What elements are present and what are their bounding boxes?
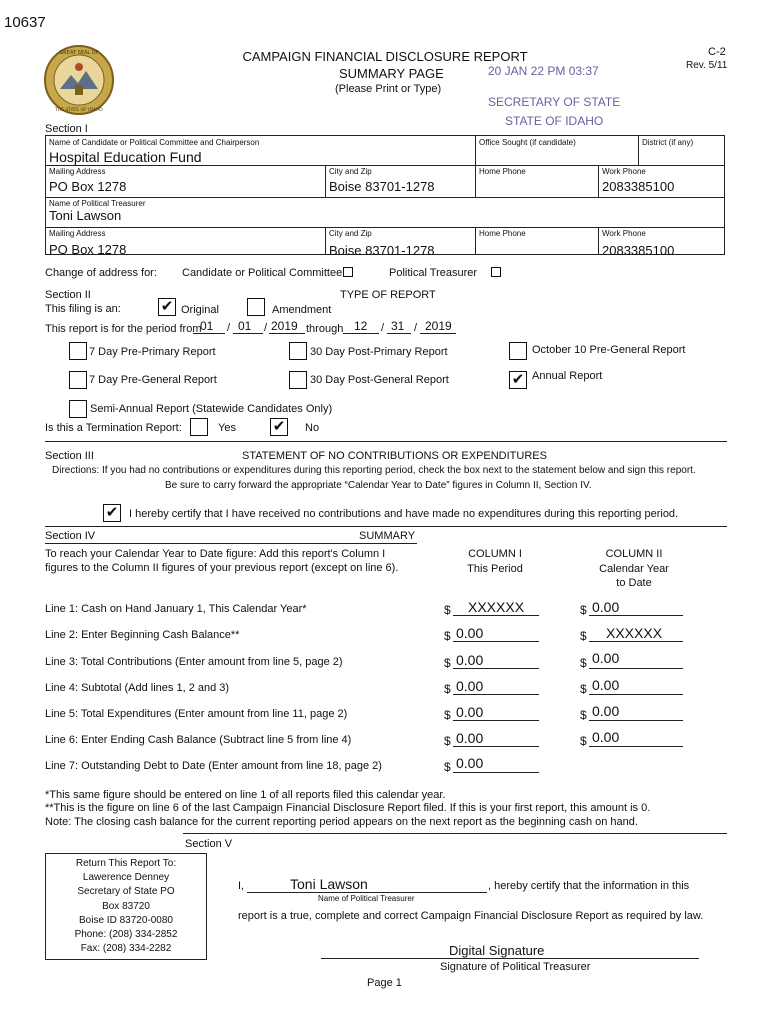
to-year-field[interactable]: 2019	[425, 319, 452, 333]
from-year-field[interactable]: 2019	[271, 319, 298, 333]
pre-general-7-label: 7 Day Pre-General Report	[89, 374, 217, 386]
treasurer-signer-name[interactable]: Toni Lawson	[290, 876, 368, 892]
currency-symbol: $	[580, 603, 587, 617]
currency-symbol: $	[444, 629, 451, 643]
certify-line-2: report is a true, complete and correct Campaign Financial Disclosure Report as required by law.	[238, 910, 704, 922]
amendment-checkbox[interactable]	[247, 298, 265, 316]
treasurer-city-label: City and Zip	[329, 229, 372, 238]
to-day-field[interactable]: 31	[391, 319, 405, 333]
directions-line-2: Be sure to carry forward the appropriate “Calendar Year to Date” figures in Column II, Section IV.	[165, 480, 592, 491]
summary-title: SUMMARY	[359, 530, 416, 542]
amendment-label: Amendment	[272, 304, 332, 316]
signer-name-caption: Name of Political Treasurer	[318, 894, 415, 903]
summary-line-5-label: Line 5: Total Expenditures (Enter amount from line 11, page 2)	[45, 708, 348, 720]
signature-caption: Signature of Political Treasurer	[440, 961, 591, 973]
digital-signature-field[interactable]: Digital Signature	[449, 943, 545, 958]
district-label: District (if any)	[642, 138, 694, 147]
treasurer-home-phone-label: Home Phone	[479, 229, 526, 238]
received-stamp-date: 20 JAN 22 PM 03:37	[488, 64, 599, 78]
termination-label: Is this a Termination Report:	[45, 422, 182, 434]
report-title: CAMPAIGN FINANCIAL DISCLOSURE REPORT	[242, 49, 528, 64]
annual-report-label: Annual Report	[532, 370, 603, 382]
certify-tail: , hereby certify that the information in this	[488, 880, 690, 892]
change-treasurer-label: Political Treasurer	[389, 267, 478, 279]
line-2-column-2[interactable]: XXXXXX	[606, 625, 663, 641]
state-seal-icon	[44, 45, 114, 115]
from-day-field[interactable]: 01	[238, 319, 252, 333]
summary-line-3-label: Line 3: Total Contributions (Enter amount from line 5, page 2)	[45, 656, 343, 668]
mailing-address-label: Mailing Address	[49, 167, 106, 176]
line-1-column-2[interactable]: 0.00	[592, 599, 620, 615]
no-activity-title: STATEMENT OF NO CONTRIBUTIONS OR EXPENDITURES	[242, 450, 547, 462]
line-5-column-1[interactable]: 0.00	[456, 704, 484, 720]
mailing-address-field[interactable]: PO Box 1278	[49, 179, 127, 194]
column-2-subtitle-1: Calendar Year	[599, 563, 669, 575]
line-5-column-2[interactable]: 0.00	[592, 703, 620, 719]
summary-intro-2: figures to the Column II figures of your previous report (except on line 6).	[45, 562, 399, 574]
no-activity-checkbox[interactable]	[103, 504, 121, 522]
currency-symbol: $	[444, 603, 451, 617]
received-stamp-office: SECRETARY OF STATE	[488, 95, 621, 109]
no-activity-statement: I hereby certify that I have received no contributions and have made no expenditures during this reporting period.	[129, 508, 679, 520]
currency-symbol: $	[444, 682, 451, 696]
column-2-subtitle-2: to Date	[616, 577, 652, 589]
footnote-1: *This same figure should be entered on line 1 of all reports filed this calendar year.	[45, 789, 446, 801]
summary-intro-1: To reach your Calendar Year to Date figure: Add this report's Column I	[45, 548, 386, 560]
line-3-column-1[interactable]: 0.00	[456, 652, 484, 668]
report-subtitle: SUMMARY PAGE	[339, 66, 444, 81]
filing-type-label: This filing is an:	[45, 303, 121, 315]
currency-symbol: $	[444, 656, 451, 670]
column-2-title: COLUMN II	[605, 548, 663, 560]
treasurer-mailing-field[interactable]: PO Box 1278	[49, 242, 127, 257]
original-checkbox[interactable]	[158, 298, 176, 316]
type-of-report-title: TYPE OF REPORT	[340, 289, 436, 301]
return-line: Fax: (208) 334-2282	[80, 943, 172, 955]
committee-name-label: Name of Candidate or Political Committee and Chairperson	[49, 138, 260, 147]
office-sought-label: Office Sought (if candidate)	[479, 138, 576, 147]
line-2-column-1[interactable]: 0.00	[456, 625, 484, 641]
footnote-3: Note: The closing cash balance for the current reporting period appears on the next report as the beginning cash on hand.	[45, 816, 638, 828]
currency-symbol: $	[580, 682, 587, 696]
check-icon: ✔	[105, 504, 119, 521]
through-label: through	[306, 323, 344, 335]
semi-annual-checkbox[interactable]	[69, 400, 87, 418]
change-committee-label: Candidate or Political Committee	[182, 267, 343, 279]
home-phone-label: Home Phone	[479, 167, 526, 176]
post-general-30-label: 30 Day Post-General Report	[310, 374, 449, 386]
semi-annual-label: Semi-Annual Report (Statewide Candidates Only)	[90, 403, 333, 415]
section-1-label: Section I	[45, 123, 88, 135]
line-4-column-2[interactable]: 0.00	[592, 677, 620, 693]
return-line: Secretary of State PO	[77, 886, 175, 898]
change-committee-checkbox[interactable]	[343, 267, 353, 277]
column-1-subtitle: This Period	[467, 563, 523, 575]
form-revision: Rev. 5/11	[686, 60, 728, 71]
currency-symbol: $	[444, 734, 451, 748]
section-2-label: Section II	[45, 289, 91, 301]
treasurer-name-label: Name of Political Treasurer	[49, 199, 146, 208]
treasurer-work-phone-field[interactable]: 2083385100	[602, 243, 675, 258]
post-general-30-checkbox[interactable]	[289, 371, 307, 389]
seal-text-bottom: THE STATE OF IDAHO	[55, 108, 103, 113]
to-month-field[interactable]: 12	[354, 319, 368, 333]
currency-symbol: $	[444, 760, 451, 774]
committee-name-field[interactable]: Hospital Education Fund	[49, 149, 202, 165]
document-number: 10637	[4, 14, 46, 31]
summary-line-4-label: Line 4: Subtotal (Add lines 1, 2 and 3)	[45, 682, 230, 694]
treasurer-city-field[interactable]: Boise 83701-1278	[329, 243, 435, 258]
return-line: Boise ID 83720-0080	[79, 914, 173, 926]
currency-symbol: $	[580, 629, 587, 643]
form-code: C-2	[708, 46, 726, 58]
treasurer-mailing-label: Mailing Address	[49, 229, 106, 238]
return-line: Phone: (208) 334-2852	[74, 929, 178, 941]
termination-no-label: No	[305, 422, 320, 434]
footnote-2: **This is the figure on line 6 of the last Campaign Financial Disclosure Report filed. If this is your first report, this amount is 0.	[45, 802, 651, 814]
section-5-label: Section V	[185, 838, 233, 850]
treasurer-name-field[interactable]: Toni Lawson	[49, 208, 122, 223]
summary-line-1-label: Line 1: Cash on Hand January 1, This Calendar Year*	[45, 603, 307, 615]
return-line: Return This Report To:	[75, 858, 177, 869]
post-primary-30-label: 30 Day Post-Primary Report	[310, 346, 448, 358]
termination-yes-label: Yes	[218, 422, 236, 434]
period-label: This report is for the period from	[45, 323, 202, 335]
line-4-column-1[interactable]: 0.00	[456, 678, 484, 694]
line-1-column-1[interactable]: XXXXXX	[468, 599, 525, 615]
termination-yes-checkbox[interactable]	[190, 418, 208, 436]
seal-text-top: GREAT SEAL OF	[59, 50, 99, 56]
check-icon: ✔	[511, 371, 525, 388]
work-phone-field[interactable]: 2083385100	[602, 179, 675, 194]
treasurer-work-phone-label: Work Phone	[602, 229, 646, 238]
summary-line-6-label: Line 6: Enter Ending Cash Balance (Subtract line 5 from line 4)	[45, 734, 352, 746]
currency-symbol: $	[580, 734, 587, 748]
section-4-label: Section IV	[45, 530, 96, 542]
directions-line-1: Directions: If you had no contributions or expenditures during this reporting period, check the box next to the statement below and sign this report.	[52, 465, 696, 476]
page-number: Page 1	[367, 977, 402, 989]
line-6-column-2[interactable]: 0.00	[592, 729, 620, 745]
return-line: Box 83720	[102, 900, 150, 912]
oct10-pre-general-label: October 10 Pre-General Report	[532, 344, 686, 356]
currency-symbol: $	[580, 708, 587, 722]
pre-primary-7-label: 7 Day Pre-Primary Report	[89, 346, 216, 358]
return-line: Lawerence Denney	[82, 872, 170, 884]
pre-primary-7-checkbox[interactable]	[69, 342, 87, 360]
city-zip-field[interactable]: Boise 83701-1278	[329, 179, 435, 194]
column-1-title: COLUMN I	[468, 548, 522, 560]
oct10-pre-general-checkbox[interactable]	[509, 342, 527, 360]
line-6-column-1[interactable]: 0.00	[456, 730, 484, 746]
annual-report-checkbox[interactable]	[509, 371, 527, 389]
original-label: Original	[181, 304, 219, 316]
currency-symbol: $	[444, 708, 451, 722]
summary-line-2-label: Line 2: Enter Beginning Cash Balance**	[45, 629, 240, 641]
certify-i-label: I,	[238, 880, 245, 892]
check-icon: ✔	[160, 298, 174, 315]
pre-general-7-checkbox[interactable]	[69, 371, 87, 389]
currency-symbol: $	[580, 656, 587, 670]
received-stamp-state: STATE OF IDAHO	[505, 114, 604, 128]
change-treasurer-checkbox[interactable]	[491, 267, 501, 277]
change-address-label: Change of address for:	[45, 267, 157, 279]
line-3-column-2[interactable]: 0.00	[592, 650, 620, 666]
print-instruction: (Please Print or Type)	[335, 83, 442, 95]
city-zip-label: City and Zip	[329, 167, 372, 176]
from-month-field[interactable]: 01	[200, 319, 214, 333]
section-3-label: Section III	[45, 450, 94, 462]
line-7-column-1[interactable]: 0.00	[456, 755, 484, 771]
return-address-box	[45, 853, 207, 960]
work-phone-label: Work Phone	[602, 167, 646, 176]
termination-no-checkbox[interactable]	[270, 418, 288, 436]
post-primary-30-checkbox[interactable]	[289, 342, 307, 360]
summary-line-7-label: Line 7: Outstanding Debt to Date (Enter amount from line 18, page 2)	[45, 760, 382, 772]
check-icon: ✔	[272, 418, 286, 435]
